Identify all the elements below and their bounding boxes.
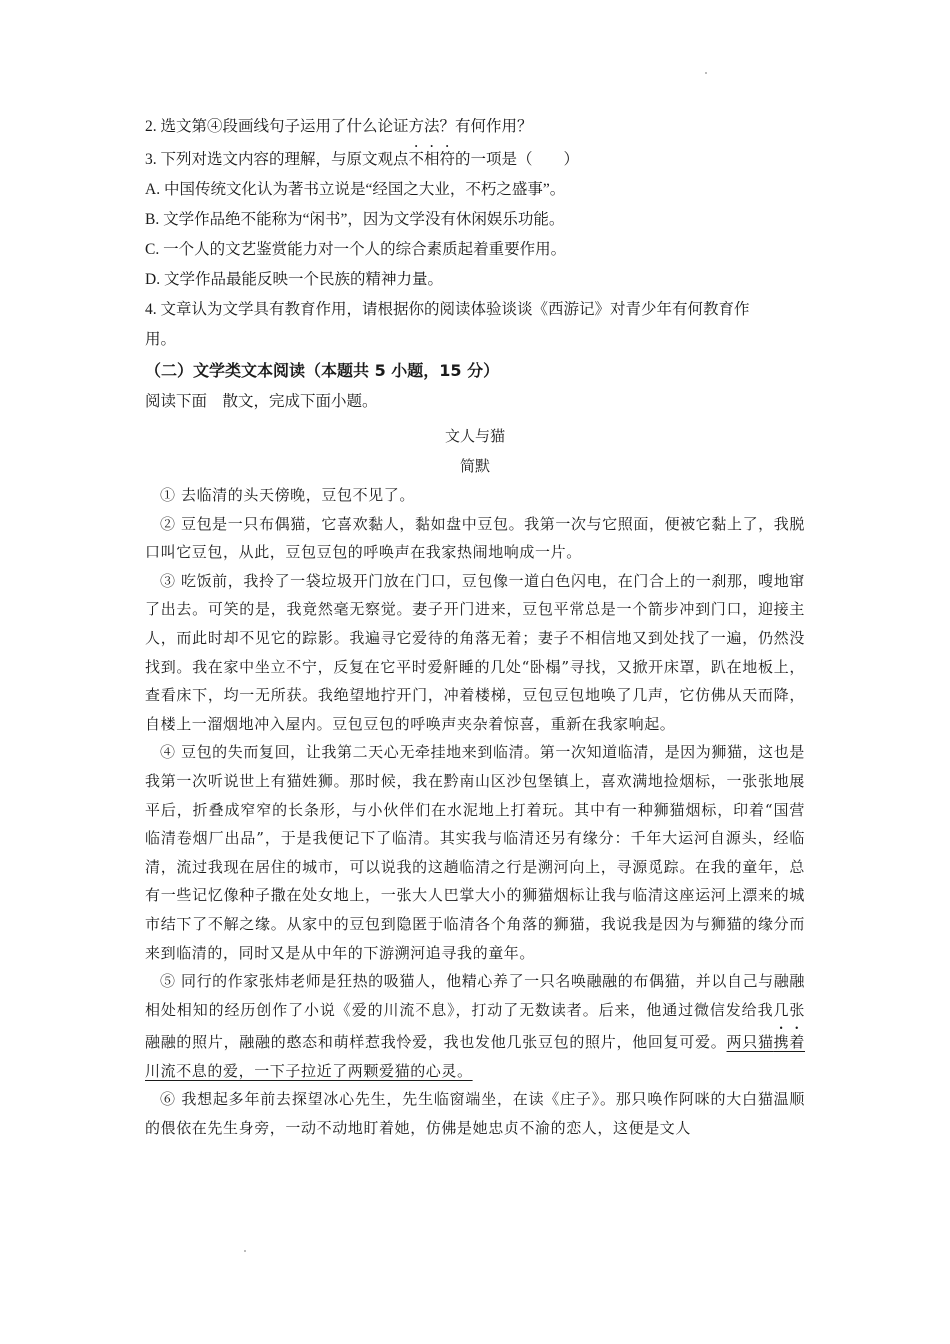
- paragraph-4: ④ 豆包的失而复回，让我第二天心无牵挂地来到临清。第一次知道临清，是因为狮猫，这也是我第一次听说世上有猫姓狮。那时候，我在黔南山区沙包堡镇上，喜欢满地捡烟标，一张张地展平后，折叠成窄窄的长条形，与小伙伴们在水泥地上打着玩。其中有一种狮猫烟标，印着“国营临清卷烟厂出品”，于是我便记下了临清。其实我与临清还另有缘分：千年大运河自源头，经临清，流过我现在居住的城市，可以说我的这趟临清之行是溯河向上，寻源觅踪。在我的童年，总有一些记忆像种子撒在处女地上，一张大人巴掌大小的狮猫烟标让我与临清这座运河上漂来的城市结下了不解之缘。从家中的豆包到隐匿于临清各个角落的狮猫，我说我是因为与狮猫的缘分而来到临清的，同时又是从中年的下游溯河追寻我的童年。: [145, 743, 805, 962]
- question-3-emphasis: 不相符: [408, 151, 456, 168]
- section-heading: （二）文学类文本阅读（本题共 5 小题，15 分）: [145, 361, 500, 380]
- question-2: 2. 选文第④段画线句子运用了什么论证方法？有何作用？: [145, 118, 533, 135]
- paragraph-1: ① 去临清的头天傍晚，豆包不见了。: [160, 486, 415, 504]
- question-4-line1: 4. 文章认为文学具有教育作用，请根据你的阅读体验谈谈《西游记》对青少年有何教育作: [145, 301, 750, 318]
- article-author: 简默: [459, 457, 490, 475]
- question-3: [145, 142, 805, 175]
- option-c: C. 一个人的文艺鉴赏能力对一个人的综合素质起着重要作用。: [145, 241, 567, 258]
- question-3-prefix: 3. 下列对选文内容的理解，与原文观点: [145, 151, 409, 168]
- question-3-suffix: 的一项是（ ）: [455, 151, 580, 168]
- option-d: D. 文学作品最能反映一个民族的精神力量。: [145, 271, 443, 288]
- option-a: A. 中国传统文化认为著书立说是“经国之大业，不朽之盛事”。: [145, 181, 566, 198]
- underlined-part-b: 川流不息的爱，一下子拉近了两颗爱猫的心灵。: [145, 1061, 473, 1080]
- question-4-line2: 用。: [145, 331, 177, 348]
- scan-speck-top: [705, 72, 707, 74]
- paragraph-2: ② 豆包是一只布偶猫，它喜欢黏人，黏如盘中豆包。我第一次与它照面，便被它黏上了，我脱口叫它豆包，从此，豆包豆包的呼唤声在我家热闹地响成一片。: [145, 514, 805, 562]
- option-b: B. 文学作品绝不能称为“闲书”，因为文学没有休闲娱乐功能。: [145, 211, 565, 228]
- reading-instruction: 阅读下面 散文，完成下面小题。: [145, 393, 378, 410]
- paragraph-5: [145, 967, 805, 1085]
- underlined-emphasis: 携着: [773, 1033, 805, 1052]
- underlined-part-a: 两只猫: [726, 1033, 774, 1052]
- scan-speck-bottom: [244, 1250, 246, 1252]
- paragraph-6: ⑥ 我想起多年前去探望冰心先生，先生临窗端坐，在读《庄子》。那只唤作阿咪的大白猫温顺的偎依在先生身旁，一动不动地盯着她，仿佛是她忠贞不渝的恋人，这便是文人: [145, 1090, 805, 1138]
- article-title: 文人与猫: [444, 427, 505, 445]
- paragraph-3: ③ 吃饭前，我拎了一袋垃圾开门放在门口，豆包像一道白色闪电，在门合上的一刹那，嗖地窜了出去。可笑的是，我竟然毫无察觉。妻子开门进来，豆包平常总是一个箭步冲到门口，迎接主人，而此时却不见它的踪影。我遍寻它爱待的角落无着；妻子不相信地又到处找了一遍，仍然没找到。我在家中坐立不宁，反复在它平时爱鼾睡的几处“卧榻”寻找，又掀开床罩，趴在地板上，查看床下，均一无所获。我绝望地拧开门，冲着楼梯，豆包豆包地唤了几声，它仿佛从天而降，自楼上一溜烟地冲入屋内。豆包豆包的呼唤声夹杂着惊喜，重新在我家响起。: [145, 571, 805, 733]
- document-page: [145, 112, 805, 1143]
- paragraph-5-text: ⑤ 同行的作家张炜老师是狂热的吸猫人，他精心养了一只名唤融融的布偶猫，并以自己与融融相处相知的经历创作了小说《爱的川流不息》，打动了无数读者。后来，他通过微信发给我几张融融的照片，融融的憨态和萌样惹我怜爱，我也发他几张豆包的照片，他回复可爱。: [145, 972, 805, 1052]
